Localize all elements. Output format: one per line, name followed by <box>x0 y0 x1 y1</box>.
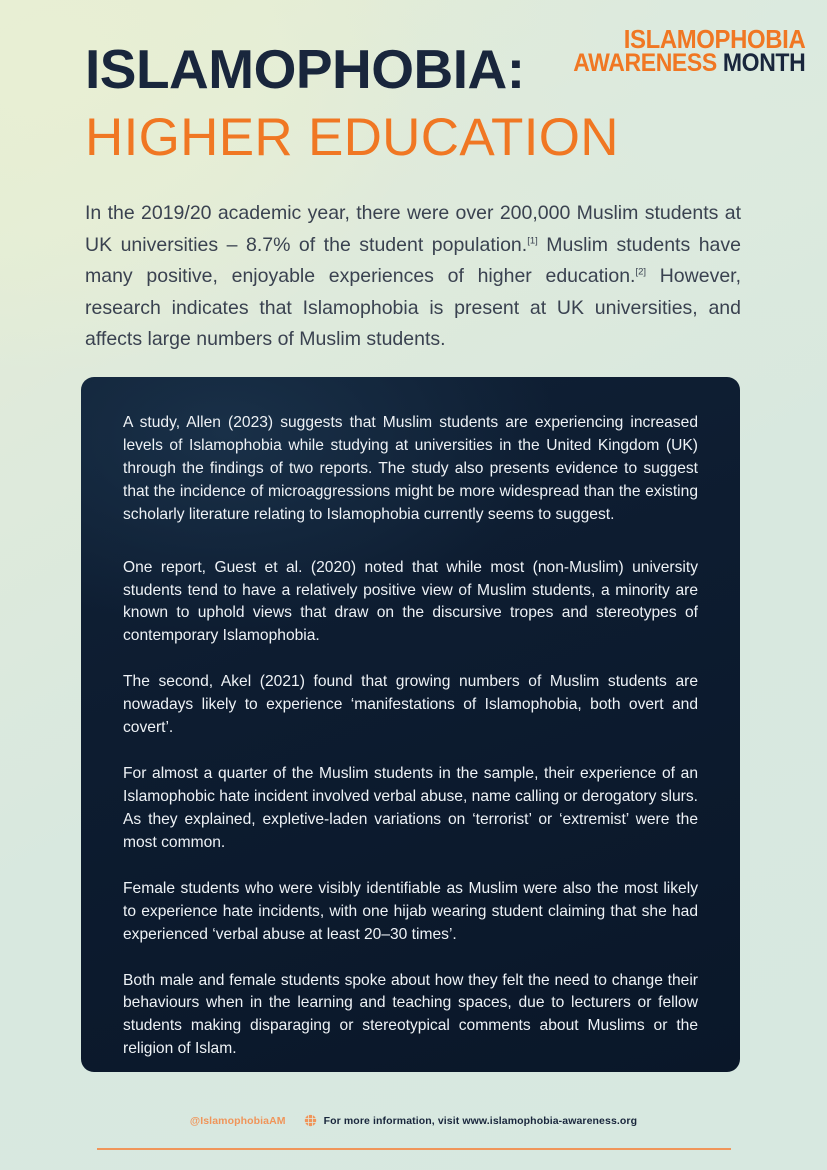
logo-word-month: MONTH <box>722 48 805 77</box>
card-paragraph: One report, Guest et al. (2020) noted that while most (non-Muslim) university students tend to have a relatively positive view of Muslim students, a minority are known to uphold views that draw on the discursive tropes and stereotypes of contemporary Islamophobia. <box>123 558 698 645</box>
poster-header <box>0 0 827 190</box>
logo-word-awareness: AWARENESS <box>572 48 723 77</box>
globe-icon <box>304 1114 317 1127</box>
page-title: ISLAMOPHOBIA: <box>85 38 525 100</box>
social-handle[interactable]: @IslamophobiaAM <box>189 1114 286 1127</box>
footnote-marker-2: [2] <box>635 266 647 278</box>
logo-line-awareness-month <box>572 48 805 77</box>
card-paragraph: A study, Allen (2023) suggests that Muslim students are experiencing increased levels of Islamophobia while studying at universities in the United Kingdom (UK) through the findings of two reports. The study also presents evidence to suggest that the incidence of microaggressions might be more widespread than the existing scholarly literature relating to Islamophobia currently seems to suggest. <box>123 414 698 523</box>
poster-footer <box>0 1100 827 1170</box>
card-paragraph: Both male and female students spoke about how they felt the need to change their behaviours when in the learning and teaching spaces, due to lecturers or fellow students making disparaging or stereotypical comments about Muslims or the religion of Islam. <box>123 971 698 1058</box>
footnote-marker-1: [1] <box>527 235 538 247</box>
intro-text-part-3: However, research indicates that Islamophobia is present at UK universities, and affects large numbers of Muslim students. <box>85 265 742 351</box>
logo-line-islamophobia: ISLAMOPHOBIA <box>623 24 805 54</box>
website-info-text: For more information, visit www.islamophobia-awareness.org <box>323 1114 638 1127</box>
title-block <box>85 38 619 167</box>
website-info-group[interactable] <box>304 1114 637 1127</box>
intro-text-part-2: Muslim students have many positive, enjoyable experiences of higher education. <box>85 233 741 288</box>
research-findings-card <box>81 377 740 1072</box>
card-paragraph: Female students who were visibly identifiable as Muslim were also the most likely to experience hate incidents, with one hijab wearing student claiming that she had experienced ‘verbal abuse at least 20–30 times’. <box>123 879 698 943</box>
iam-logo <box>553 24 805 77</box>
intro-text-part-1: In the 2019/20 academic year, there were over 200,000 Muslim students at UK universities – 8.7% of the student population. <box>85 202 741 256</box>
footer-divider-rule <box>97 1148 731 1150</box>
card-paragraph: The second, Akel (2021) found that growing numbers of Muslim students are nowadays likely to experience ‘manifestations of Islamophobia, both overt and covert’. <box>123 673 698 737</box>
card-paragraph: For almost a quarter of the Muslim students in the sample, their experience of an Islamophobic hate incident involved verbal abuse, name calling or derogatory slurs. As they explained, expletive-laden variations on ‘terrorist’ or ‘extremist’ were the most common. <box>123 765 698 851</box>
intro-paragraph <box>85 198 741 356</box>
page-subtitle: HIGHER EDUCATION <box>85 108 619 167</box>
footer-content-row <box>0 1114 827 1127</box>
